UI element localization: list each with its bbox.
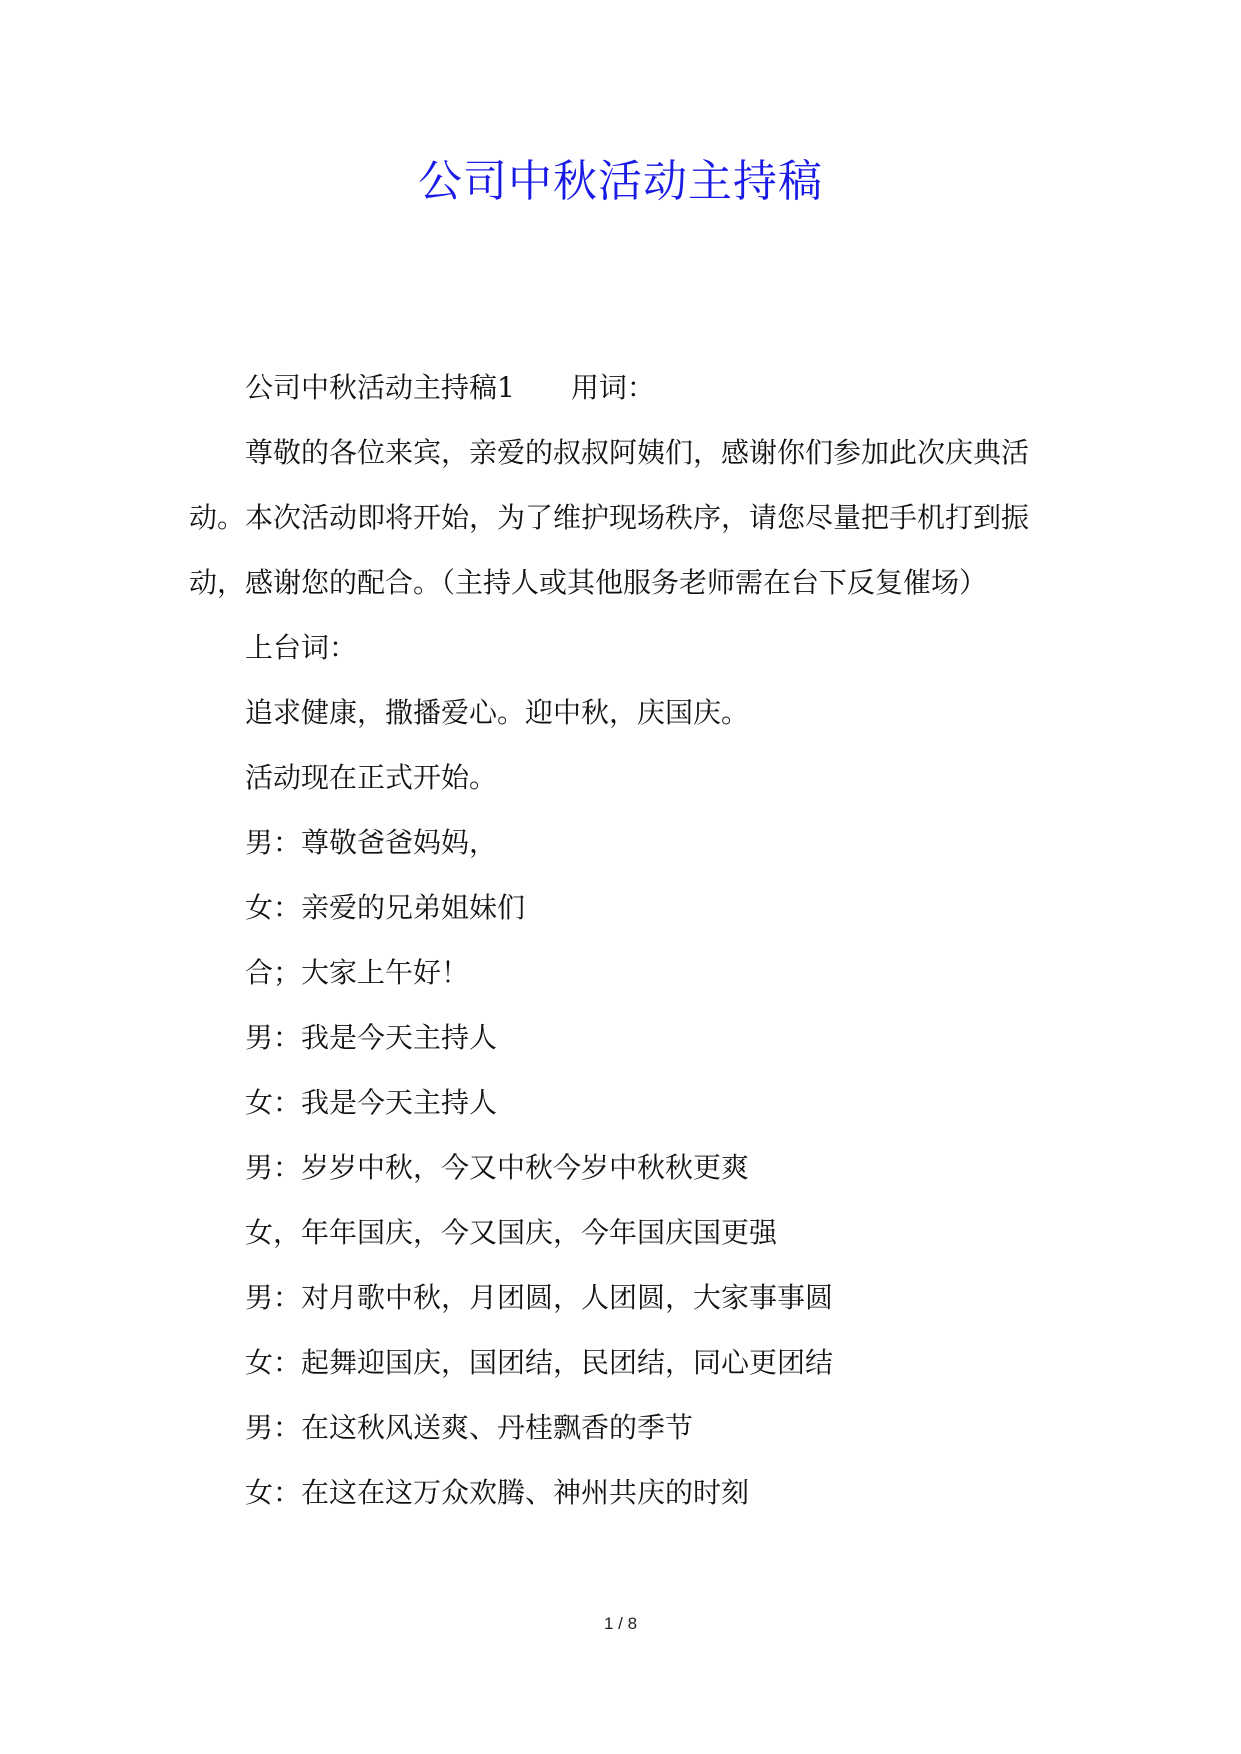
paragraph: 女，年年国庆，今又国庆，今年国庆国更强 <box>245 1216 778 1249</box>
paragraph: 追求健康，撒播爱心。迎中秋，庆国庆。 <box>245 696 750 729</box>
paragraph: 合；大家上午好！ <box>245 956 470 989</box>
paragraph: 男：尊敬爸爸妈妈， <box>245 826 498 859</box>
paragraph: 男：对月歌中秋，月团圆，人团圆，大家事事圆 <box>245 1281 834 1314</box>
page-number: 1 / 8 <box>603 1614 638 1633</box>
paragraph: 女：我是今天主持人 <box>245 1086 498 1119</box>
paragraph: 男：在这秋风送爽、丹桂飘香的季节 <box>245 1411 694 1444</box>
paragraph: 女：亲爱的兄弟姐妹们 <box>245 891 526 924</box>
document-body <box>189 355 1059 1525</box>
paragraph: 女：在这在这万众欢腾、神州共庆的时刻 <box>245 1476 750 1509</box>
document-title: 公司中秋活动主持稿 <box>418 156 823 207</box>
paragraph: 上台词： <box>245 631 358 664</box>
paragraph: 男：我是今天主持人 <box>245 1021 498 1054</box>
paragraph: 男：岁岁中秋，今又中秋今岁中秋秋更爽 <box>245 1151 750 1184</box>
paragraph: 活动现在正式开始。 <box>245 761 498 794</box>
paragraph: 女：起舞迎国庆，国团结，民团结，同心更团结 <box>245 1346 834 1379</box>
paragraph: 公司中秋活动主持稿1 用词： <box>245 371 655 404</box>
paragraph: 尊敬的各位来宾，亲爱的叔叔阿姨们，感谢你们参加此次庆典活动。本次活动即将开始，为了维护现场秩序，请您尽量把手机打到振动，感谢您的配合。（主持人或其他服务老师需在台下反复催场） <box>189 436 1030 599</box>
